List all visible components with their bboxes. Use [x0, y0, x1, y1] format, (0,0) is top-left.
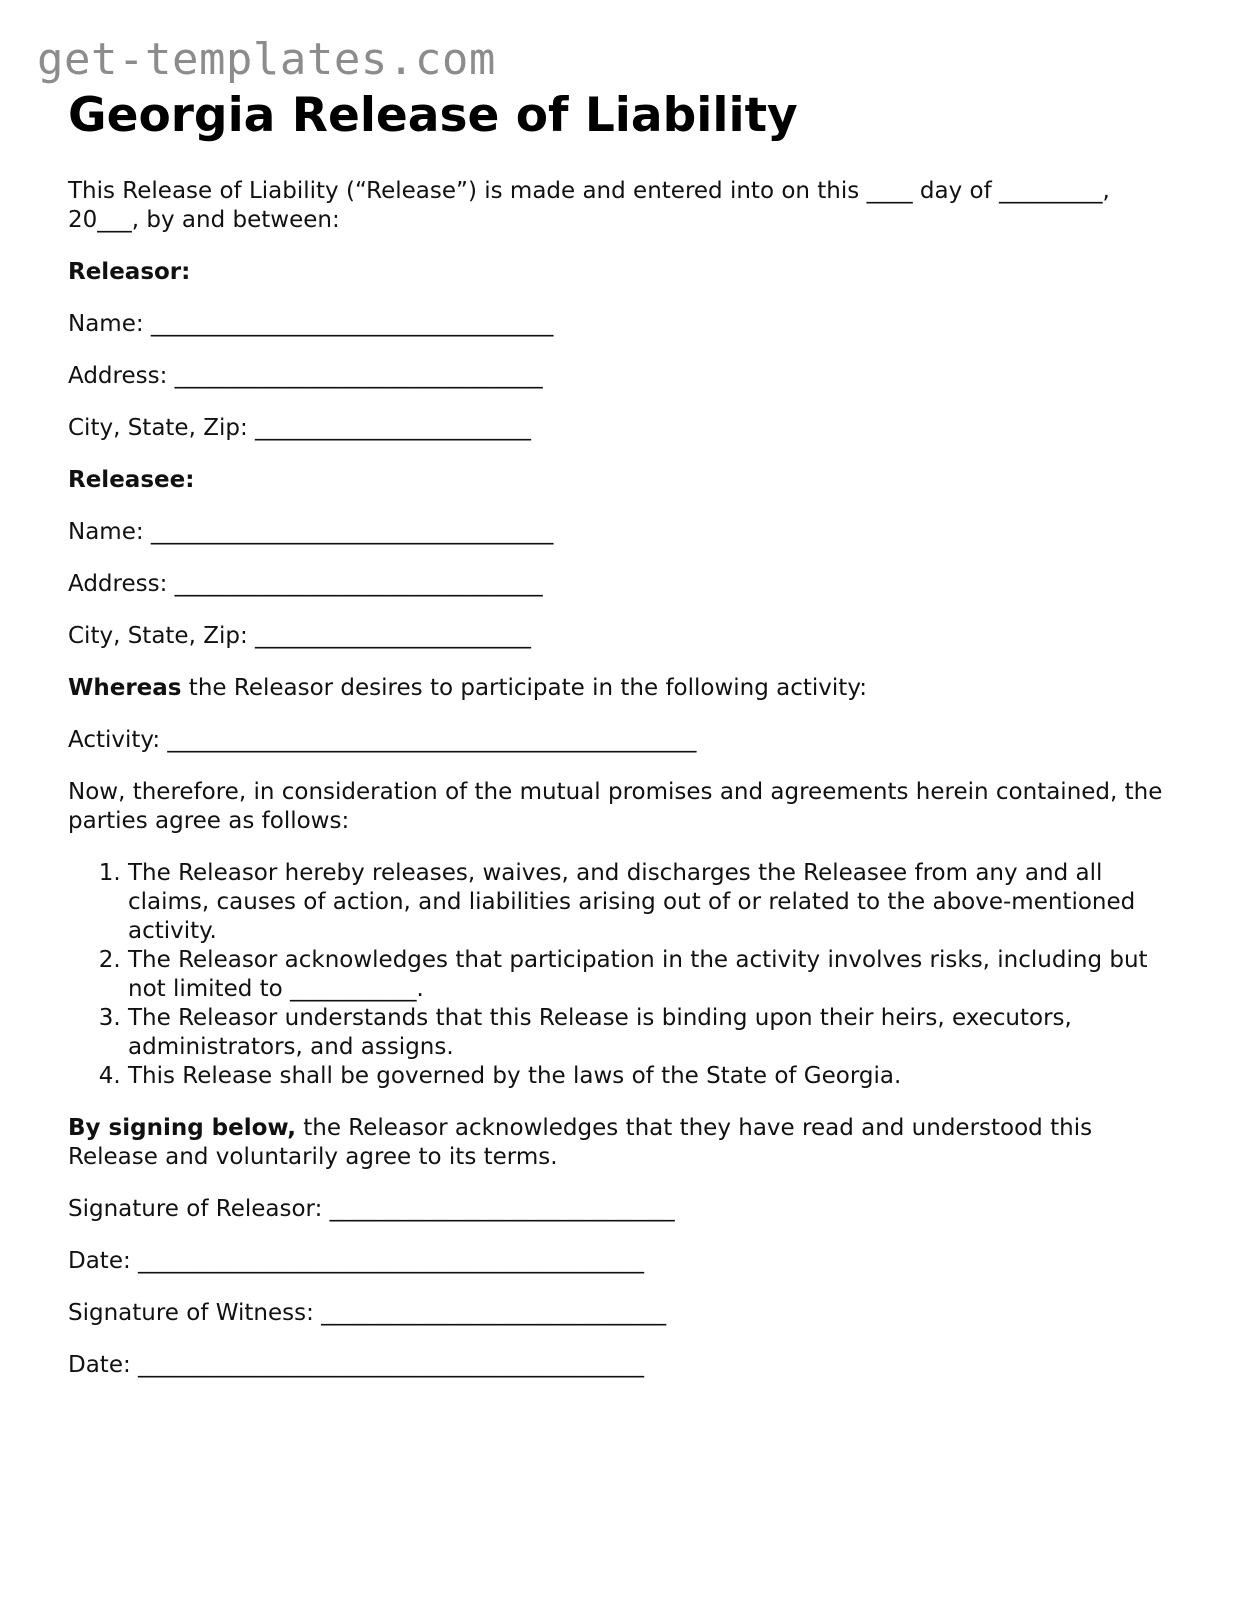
now-therefore-paragraph: Now, therefore, in consideration of the mutual promises and agreements herein contained, the parties agree as follows:	[68, 779, 1163, 834]
date-field-2[interactable]: Date: ____________________________________________	[68, 1352, 645, 1378]
releasee-heading: Releasee:	[68, 467, 195, 493]
releasor-address-field[interactable]: Address: ________________________________	[68, 363, 543, 389]
watermark: get-templates.com	[37, 34, 496, 85]
releasor-heading: Releasor:	[68, 259, 191, 285]
term-item: 4. This Release shall be governed by the laws of the State of Georgia.	[128, 1062, 1188, 1091]
releasor-signature-field[interactable]: Signature of Releasor: ______________________________	[68, 1196, 675, 1222]
terms-list	[68, 859, 1188, 1091]
whereas-bold: Whereas	[68, 675, 182, 701]
releasor-city-field[interactable]: City, State, Zip: ________________________	[68, 415, 532, 441]
whereas-paragraph	[68, 674, 1188, 703]
date-field-1[interactable]: Date: ____________________________________________	[68, 1248, 645, 1274]
document-body	[68, 86, 1188, 1380]
signing-paragraph	[68, 1114, 1188, 1172]
signing-text: the Releasor acknowledges that they have read and understood this Release and voluntarily agree to its terms.	[68, 1115, 1093, 1170]
releasee-name-field[interactable]: Name: ___________________________________	[68, 519, 554, 545]
releasor-name-field[interactable]: Name: ___________________________________	[68, 311, 554, 337]
term-item: 3. The Releasor understands that this Release is binding upon their heirs, executors, administrators, and assigns.	[128, 1004, 1188, 1062]
term-item: 1. The Releasor hereby releases, waives, and discharges the Releasee from any and all claims, causes of action, and liabilities arising out of or related to the above-mentioned activity.	[128, 859, 1188, 946]
signing-bold: By signing below,	[68, 1115, 296, 1141]
intro-paragraph: This Release of Liability (“Release”) is made and entered into on this ____ day of _________, 20___, by and between:	[68, 178, 1110, 233]
whereas-text: the Releasor desires to participate in the following activity:	[181, 675, 868, 701]
releasee-city-field[interactable]: City, State, Zip: ________________________	[68, 623, 532, 649]
term-item: 2. The Releasor acknowledges that participation in the activity involves risks, including but not limited to ___________.	[128, 946, 1188, 1004]
releasee-address-field[interactable]: Address: ________________________________	[68, 571, 543, 597]
witness-signature-field[interactable]: Signature of Witness: ______________________________	[68, 1300, 667, 1326]
activity-field[interactable]: Activity: ______________________________________________	[68, 727, 697, 753]
document-title: Georgia Release of Liability	[68, 88, 798, 143]
